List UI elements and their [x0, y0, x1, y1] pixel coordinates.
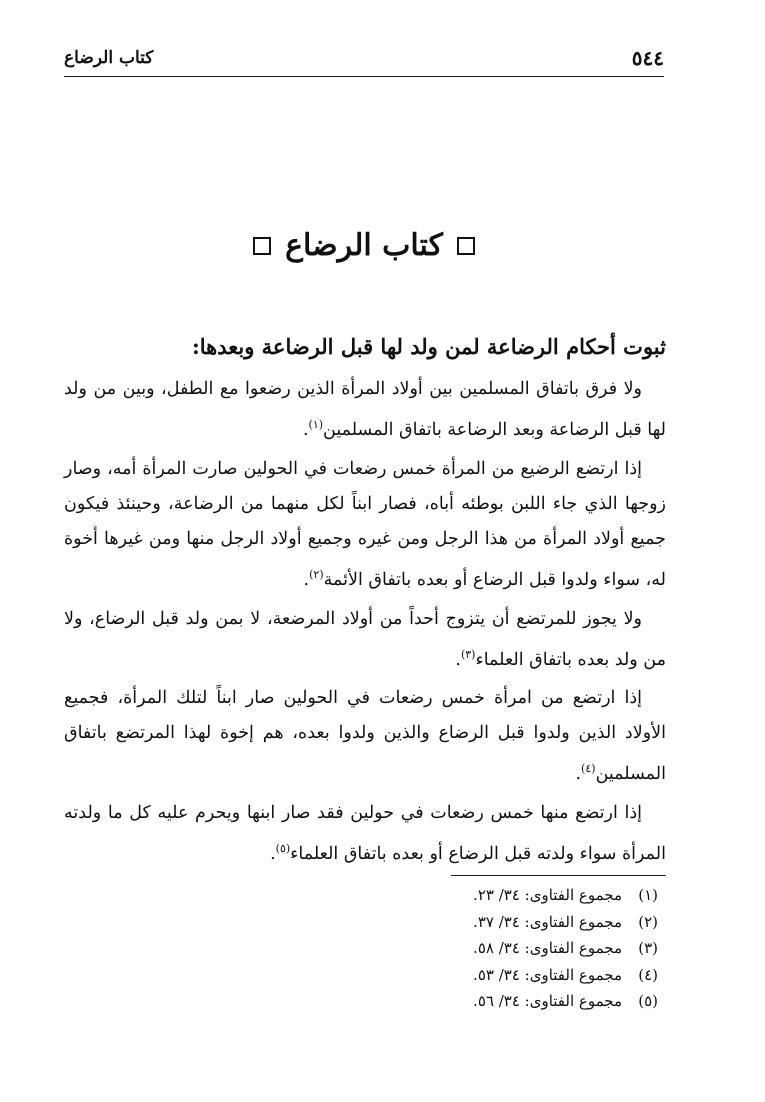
footnote-divider: [451, 875, 666, 876]
section-heading: ثبوت أحكام الرضاعة لمن ولد لها قبل الرضاعة وبعدها:: [192, 334, 666, 359]
paragraph: [64, 602, 666, 678]
footnote: [64, 962, 666, 989]
chapter-title-text: كتاب الرضاع: [285, 228, 443, 263]
page-header: [64, 40, 664, 77]
footnote-ref[interactable]: (٤): [581, 762, 596, 776]
footnote-text: مجموع الفتاوى: ٣٤/ ٣٧.: [473, 912, 622, 931]
running-title: كتاب الرضاع: [64, 48, 154, 68]
footnote-ref[interactable]: (٣): [460, 647, 476, 661]
footnote-text: مجموع الفتاوى: ٣٤/ ٥٦.: [473, 992, 622, 1010]
footnote-number: (١): [638, 886, 658, 904]
paragraph-text: إذا ارتضع الرضيع من المرأة خمس رضعات في الحولين صارت المرأة أمه، وصار زوجها الذي جاء اللبن بوطئه أباه، فصار ابناً لكل منهما من الرضاعة، وحينئذ فيكون جميع أولاد المرأة من هذا الرجل ومن غيره وجميع أولاد الرجل منها ومن غيرها أخوة له، سواء ولدوا قبل الرضاع أو بعده باتفاق الأئمة: [64, 458, 666, 590]
main-text: [64, 328, 666, 876]
paragraph-text: ولا فرق باتفاق المسلمين بين أولاد المرأة الذين رضعوا مع الطفل، وبين من ولد لها قبل الرضاعة وبعد الرضاعة باتفاق المسلمين: [64, 379, 666, 440]
footnote-ref[interactable]: (٥): [275, 842, 291, 856]
paragraph: [64, 796, 666, 872]
paragraph-end: .: [270, 844, 276, 865]
footnote-ref[interactable]: (٢): [309, 567, 324, 581]
footnote-text: مجموع الفتاوى: ٣٤/ ٥٨.: [473, 939, 622, 957]
footnote: [64, 935, 666, 962]
square-ornament-icon: [457, 237, 475, 255]
footnote-text: مجموع الفتاوى: ٣٤/ ٢٣.: [473, 886, 622, 904]
paragraph-end: .: [303, 569, 310, 590]
footnote-number: (٣): [638, 939, 658, 957]
chapter-title: [64, 228, 664, 263]
paragraph-text: إذا ارتضع من امرأة خمس رضعات في الحولين صار ابناً لتلك المرأة، فجميع الأولاد الذين ولدوا قبل الرضاع والذين ولدوا بعده، هم إخوة لهذا المرتضع باتفاق المسلمين: [64, 688, 666, 785]
footnote: [64, 909, 666, 936]
page-number: ٥٤٤: [631, 46, 664, 70]
footnote: [64, 988, 666, 1015]
paragraph-end: .: [455, 649, 461, 670]
square-ornament-icon: [253, 237, 271, 255]
paragraph-text: إذا ارتضع منها خمس رضعات في حولين فقد صار ابنها ويحرم عليه كل ما ولدته المرأة سواء ولدته قبل الرضاع أو بعده باتفاق العلماء: [64, 803, 666, 865]
footnote-number: (٤): [638, 965, 658, 984]
footnotes: [64, 875, 666, 1015]
footnote: [64, 882, 666, 909]
paragraph: [64, 372, 666, 448]
paragraph: [64, 681, 666, 792]
paragraph: [64, 452, 666, 598]
paragraph-text: ولا يجوز للمرتضع أن يتزوج أحداً من أولاد المرضعة، لا بمن ولد قبل الرضاع، ولا من ولد بعده باتفاق العلماء: [64, 608, 666, 670]
footnote-text: مجموع الفتاوى: ٣٤/ ٥٣.: [473, 965, 622, 984]
footnote-number: (٢): [638, 912, 658, 931]
paragraph-end: .: [575, 764, 582, 785]
footnote-number: (٥): [638, 992, 658, 1010]
footnote-ref[interactable]: (١): [308, 418, 324, 431]
paragraph-end: .: [302, 419, 309, 440]
